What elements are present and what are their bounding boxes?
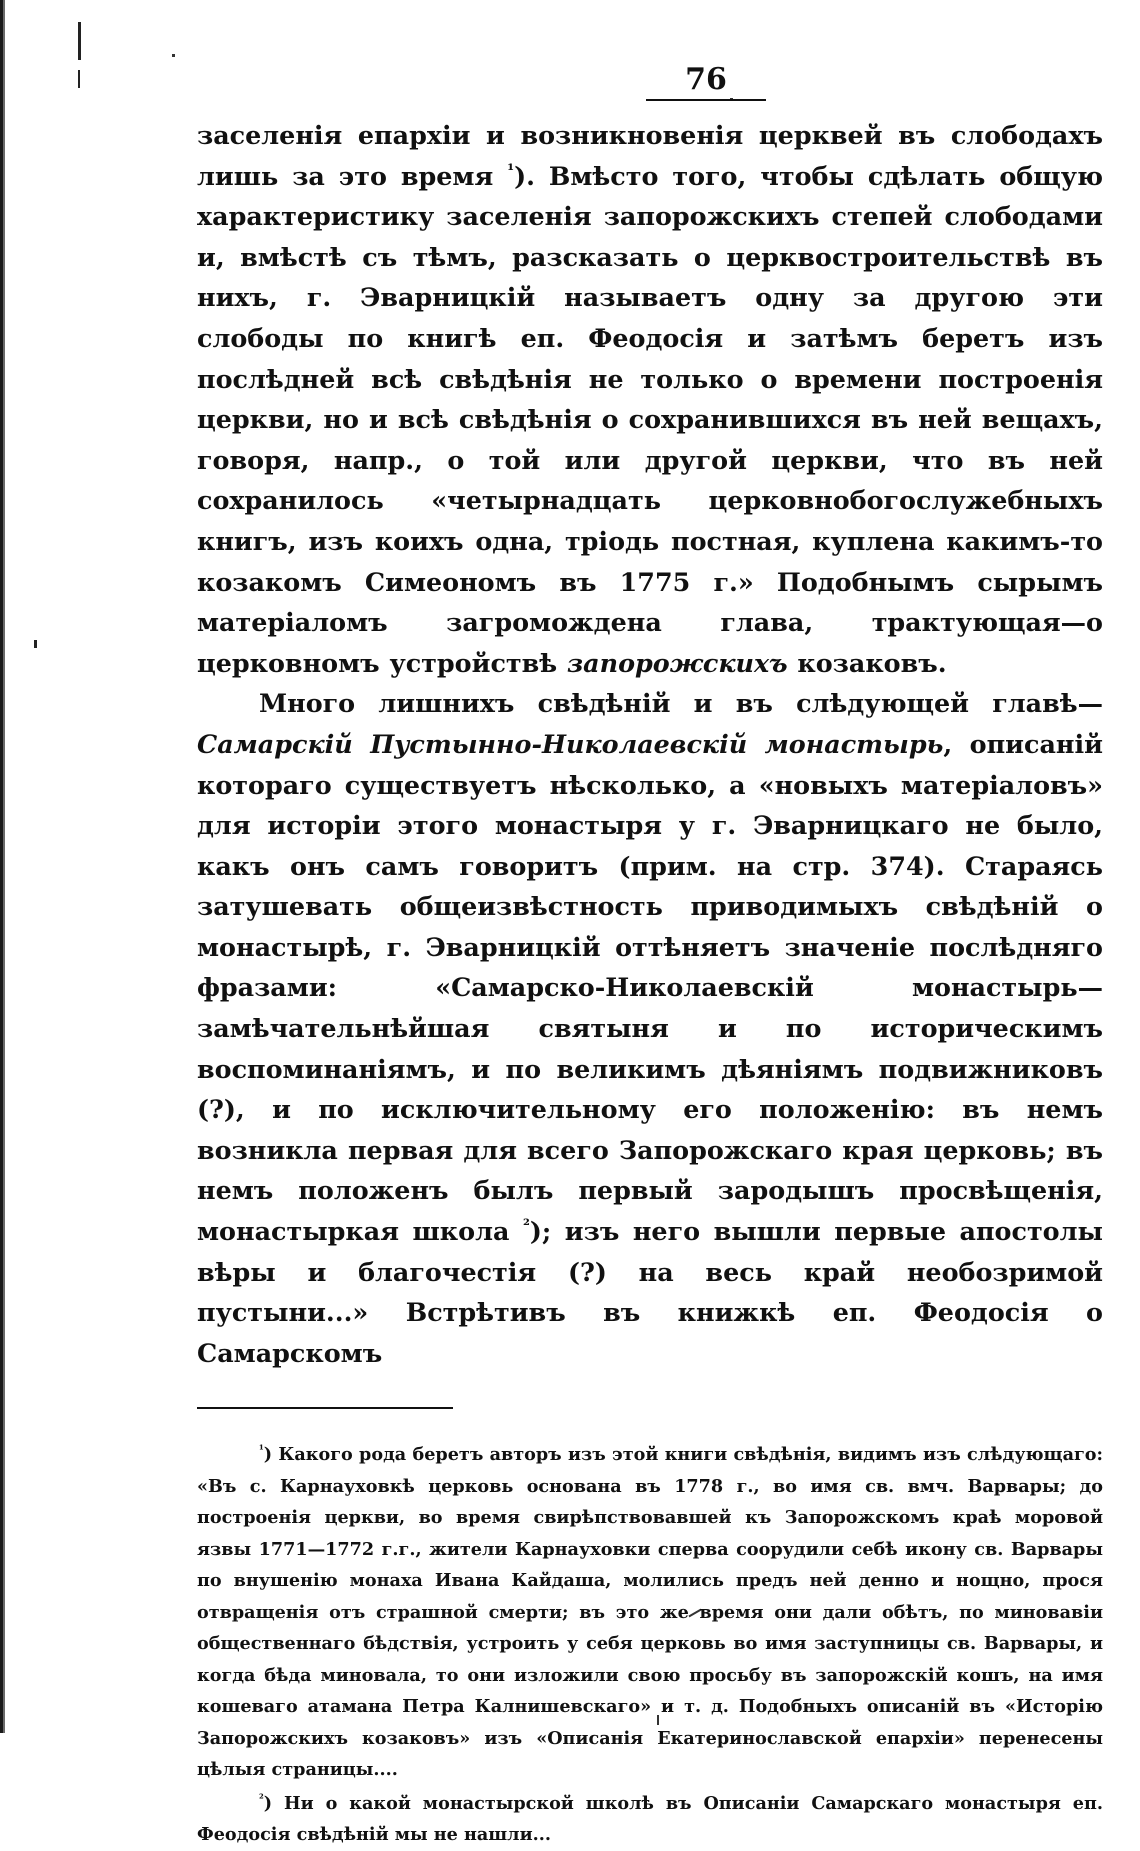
footnote-ref: ² xyxy=(522,1215,530,1235)
footnote-1 xyxy=(197,1439,1103,1786)
footnote-2-text: ) Ни о какой монастырской школѣ въ Описаніи Самарскаго монастыря еп. Феодосія свѣдѣній мы не нашли... xyxy=(197,1792,1103,1846)
text-run: ); изъ него вышли первые апостолы вѣры и благочестія (?) на весь край необозримой пустыни...» Встрѣтивъ въ книжкѣ еп. Феодосія о Самарскомъ xyxy=(197,1216,1103,1368)
footnotes xyxy=(197,1439,1103,1851)
scan-speck xyxy=(172,54,175,57)
text-run: , описаній котораго существуетъ нѣсколько, а «новыхъ матеріаловъ» для исторіи этого монастыря у г. Эварницкаго не было, какъ онъ самъ говоритъ (прим. на стр. 374). Стараясь затушевать общеизвѣстность приводимыхъ свѣдѣній о монастырѣ, г. Эварницкій оттѣняетъ значеніе послѣдняго фразами: «Самарско-Николаевскій монастырь—замѣчательнѣйшая святыня и по историческимъ воспоминаніямъ, и по великимъ дѣяніямъ подвижниковъ (?), и по исключительному его положенію: въ немъ возникла первая для всего Запорожскаго края церковь; въ немъ положенъ былъ первый зародышъ просвѣщенія, монастыркая школа xyxy=(197,728,1103,1247)
italic-phrase: запорожскихъ xyxy=(566,647,788,678)
footnote-2 xyxy=(197,1788,1103,1851)
text-run: Много лишнихъ свѣдѣній и въ слѣдующей главѣ— xyxy=(259,688,1103,719)
paragraph-1 xyxy=(197,115,1103,683)
text-run: козаковъ. xyxy=(787,647,947,678)
footnote-divider xyxy=(197,1407,453,1409)
italic-phrase: Самарскій Пустынно-Николаевскій монастырь xyxy=(197,728,944,759)
text-run: заселенія епархіи и возникновенія церквей въ слободахъ лишь за это время xyxy=(197,120,1103,191)
book-page xyxy=(197,62,1103,1851)
footnote-2-marker: ² xyxy=(259,1792,264,1806)
scan-edge-mark xyxy=(34,640,37,648)
scan-edge-mark xyxy=(78,70,80,88)
paragraph-2 xyxy=(197,683,1103,1373)
footnote-1-marker: ¹ xyxy=(259,1443,264,1457)
scan-edge-mark xyxy=(78,22,81,60)
page-number: 76 xyxy=(646,62,766,101)
text-run: ). Вмѣсто того, чтобы сдѣлать общую характеристику заселенія запорожскихъ степей слободами и, вмѣстѣ съ тѣмъ, разсказать о церквостроительствѣ въ нихъ, г. Эварницкій называетъ одну за другою эти слободы по книгѣ еп. Феодосія и затѣмъ беретъ изъ послѣдней всѣ свѣдѣнія не только о времени построенія церкви, но и всѣ свѣдѣнія о сохранившихся въ ней вещахъ, говоря, напр., о той или другой церкви, что въ ней сохранилось «четырнадцать церковнобогослужебныхъ книгъ, изъ коихъ одна, тріодь постная, куплена какимъ-то козакомъ Симеономъ въ 1775 г.» Подобнымъ сырымъ матеріаломъ загромождена глава, трактующая—о церковномъ устройствѣ xyxy=(197,160,1103,678)
main-text xyxy=(197,115,1103,1373)
footnote-ref: ¹ xyxy=(507,160,515,180)
footnote-1-text: ) Какого рода беретъ авторъ изъ этой книги свѣдѣнія, видимъ изъ слѣдующаго: «Въ с. Карнауховкѣ церковь основана въ 1778 г., во имя св. вмч. Варвары; до построенія церкви, во время свирѣпствовавшей къ Запорожскомъ краѣ моровой язвы 1771—1772 г.г., жители Карнауховки сперва соорудили себѣ икону св. Варвары по внушенію монаха Ивана Кайдаша, молились предъ ней денно и нощно, прося отвращенія отъ страшной смерти; въ это же время они дали обѣтъ, по миновавіи общественнаго бѣдствія, устроить у себя церковь во имя заступницы св. Варвары, и когда бѣда миновала, то они изложили свою просьбу въ запорожскій кошъ, на имя кошеваго атамана Петра Калнишевскаго» и т. д. Подобныхъ описаній въ «Исторію Запорожскихъ козаковъ» изъ «Описанія Екатеринославской епархіи» перенесены цѣлыя страницы.... xyxy=(197,1444,1103,1781)
scan-left-edge xyxy=(0,0,7,1733)
